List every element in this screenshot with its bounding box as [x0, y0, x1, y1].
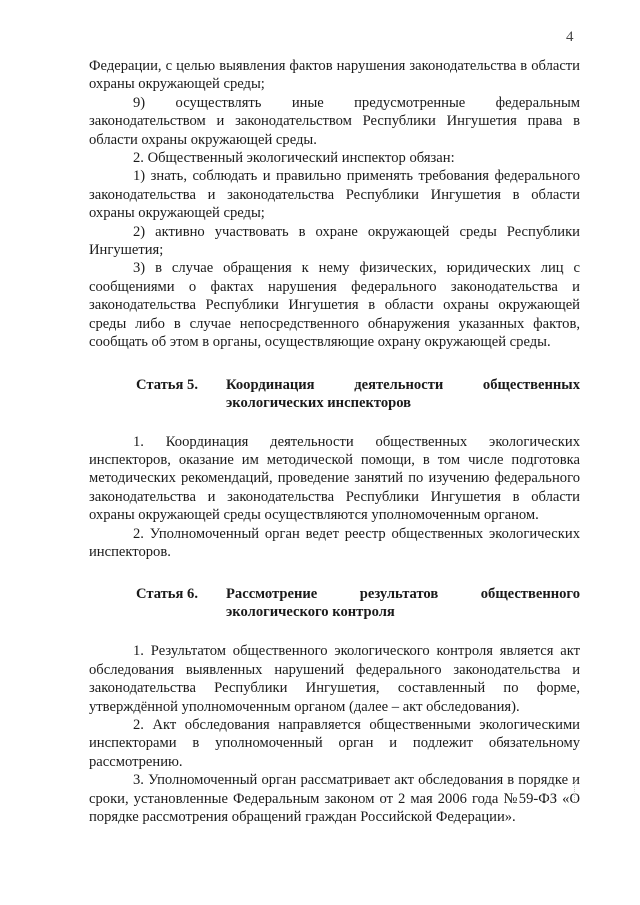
article-5-paragraph-1: 1. Координация деятельности общественных экологических инспекторов, оказание им методической помощи, в том числе подготовка методических рекомендаций, проведение занятий по изучению федерального законодательства и законодательства Республики Ингушетия в области охраны окружающей среды осуществляются уполномоченным органом. — [89, 433, 580, 524]
paragraph-duty-2: 2) активно участвовать в охране окружающей среды Республики Ингушетия; — [89, 223, 580, 259]
paragraph-duty-3: 3) в случае обращения к нему физических, юридических лиц с сообщениями о фактах нарушения федерального законодательства и законодательства Республики Ингушетия в области охраны окружающей среды либо в случае непосредственного обнаружения указанных фактов, сообщать об этом в органы, осуществляющие охрану окружающей среды. — [89, 260, 580, 351]
page-number: 4 — [566, 29, 574, 45]
article-6-title-line-2: экологического контроля — [226, 604, 395, 621]
scan-artifact-mark — [574, 780, 576, 802]
document-body — [89, 57, 580, 826]
article-6-paragraph-3: 3. Уполномоченный орган рассматривает акт обследования в порядке и сроки, установленные Федеральным законом от 2 мая 2006 года №59-ФЗ «О порядке рассмотрения обращений граждан Российской Федерации». — [89, 772, 580, 825]
article-5-heading — [89, 376, 580, 413]
article-6-paragraph-2: 2. Акт обследования направляется общественными экологическими инспекторами в уполномоченный орган и подлежит обязательному рассмотрению. — [89, 716, 580, 770]
paragraph-duties-heading: 2. Общественный экологический инспектор обязан: — [133, 150, 455, 167]
article-6-number: Статья 6. — [136, 586, 198, 603]
article-5-number: Статья 5. — [136, 376, 198, 393]
article-5-paragraph-2: 2. Уполномоченный орган ведет реестр общественных экологических инспекторов. — [89, 525, 580, 560]
paragraph-item-9: 9) осуществлять иные предусмотренные федеральным законодательством и законодательством Республики Ингушетия права в области охраны окружающей среды. — [89, 94, 580, 148]
article-5-title-line-1: Координация деятельности общественных — [226, 376, 580, 393]
article-6-heading — [89, 585, 580, 622]
article-5-title-line-2: экологических инспекторов — [226, 394, 412, 411]
article-6-paragraph-1: 1. Результатом общественного экологического контроля является акт обследования выявленных нарушений федерального законодательства и законодательства Республики Ингушетия, составленный по форме, утверждённой уполномоченным органом (далее – акт обследования). — [89, 643, 580, 715]
paragraph-continuation: Федерации, с целью выявления фактов нарушения законодательства в области охраны окружающей среды; — [89, 58, 580, 93]
article-6-title-line-1: Рассмотрение результатов общественного — [226, 586, 580, 603]
paragraph-duty-1: 1) знать, соблюдать и правильно применять требования федерального законодательства и законодательства Республики Ингушетия в области охраны окружающей среды; — [89, 168, 580, 222]
